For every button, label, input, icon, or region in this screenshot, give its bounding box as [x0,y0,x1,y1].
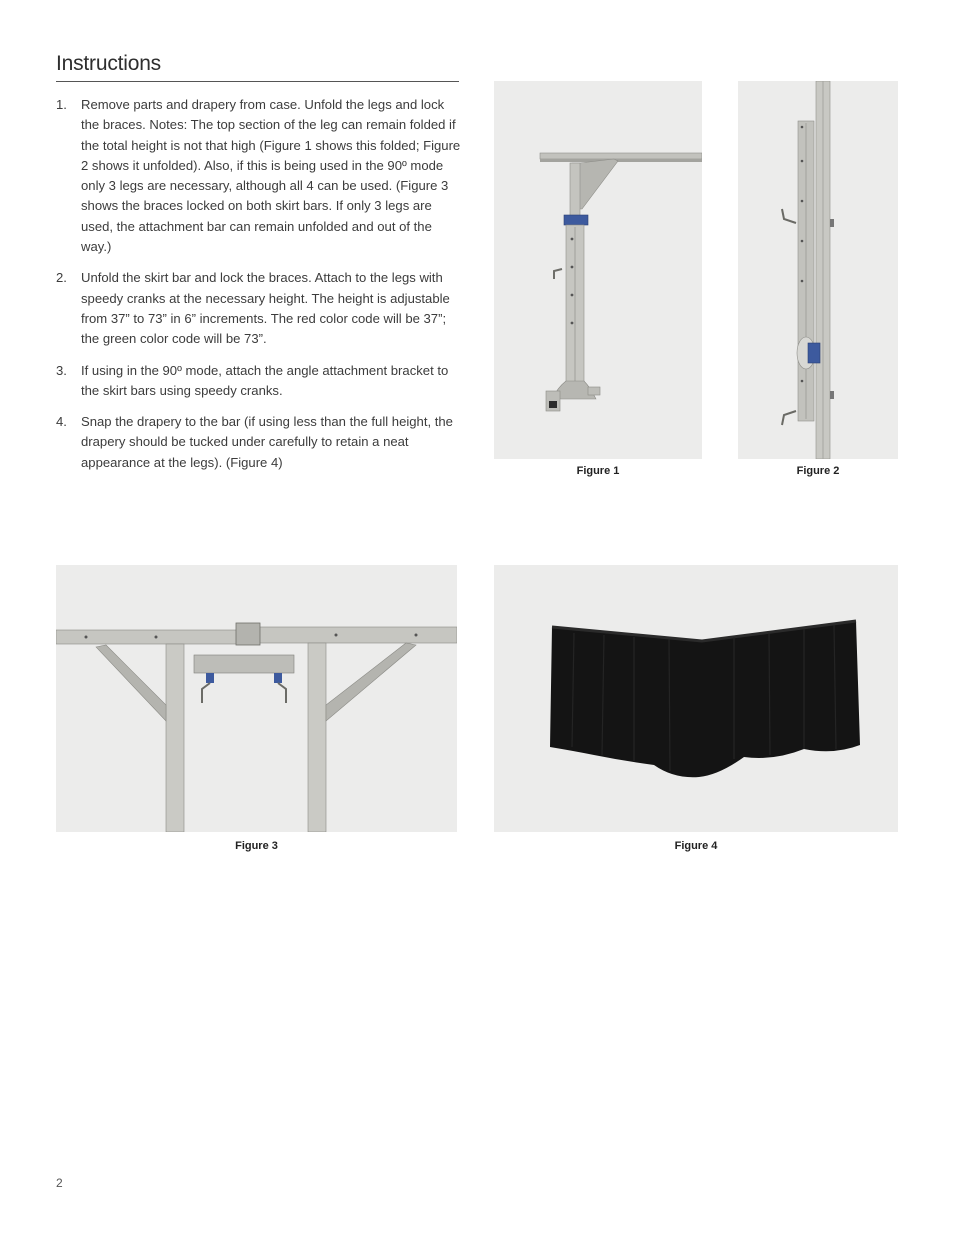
title-divider [56,81,459,82]
step-number: 1. [56,97,67,112]
braces-illustration [56,565,457,832]
instruction-step [56,361,461,402]
page-title: Instructions [56,52,161,75]
instruction-step [56,268,461,349]
step-text: Unfold the skirt bar and lock the braces. Attach to the legs with speedy cranks at the necessary height. The height is adjustable from 37” to 73” in 6” increments. The red color code will be 37”; the green color code will be 73”. [81,270,450,347]
figure-3-caption: Figure 3 [235,840,278,852]
figure-4-caption: Figure 4 [674,840,718,852]
figure-4-photo [494,565,898,832]
step-text: Snap the drapery to the bar (if using less than the full height, the drapery should be tucked under carefully to retain a neat appearance at the legs). (Figure 4) [81,414,453,470]
figure-1-caption: Figure 1 [576,465,620,477]
step-text: If using in the 90º mode, attach the angle attachment bracket to the skirt bars using speedy cranks. [81,362,449,398]
instruction-step [56,95,461,257]
instruction-list [56,95,461,484]
step-number: 4. [56,414,67,430]
folded-leg-illustration [494,81,702,459]
step-number: 3. [56,362,67,378]
drapery-illustration [494,565,898,832]
unfolded-leg-illustration [738,81,898,459]
figure-3-photo [56,565,457,832]
step-text: Remove parts and drapery from case. Unfold the legs and lock the braces. Notes: The top section of the leg can remain folded if the total height is not that high (Figure 1 shows this folded; Figure 2 shows it unfolded). Also, if this is being used in the 90º mode only 3 legs are necessary, although all 4 can be used. (Figure 3 shows the braces locked on both skirt bars. If only 3 legs are used, the attachment bar can remain unfolded and out of the way.) [81,97,461,255]
instruction-step [56,412,461,473]
figure-2-caption: Figure 2 [796,465,840,477]
figure-2-photo [738,81,898,459]
step-number: 2. [56,270,67,286]
page-number: 2 [56,1176,63,1190]
figure-1-photo [494,81,702,459]
